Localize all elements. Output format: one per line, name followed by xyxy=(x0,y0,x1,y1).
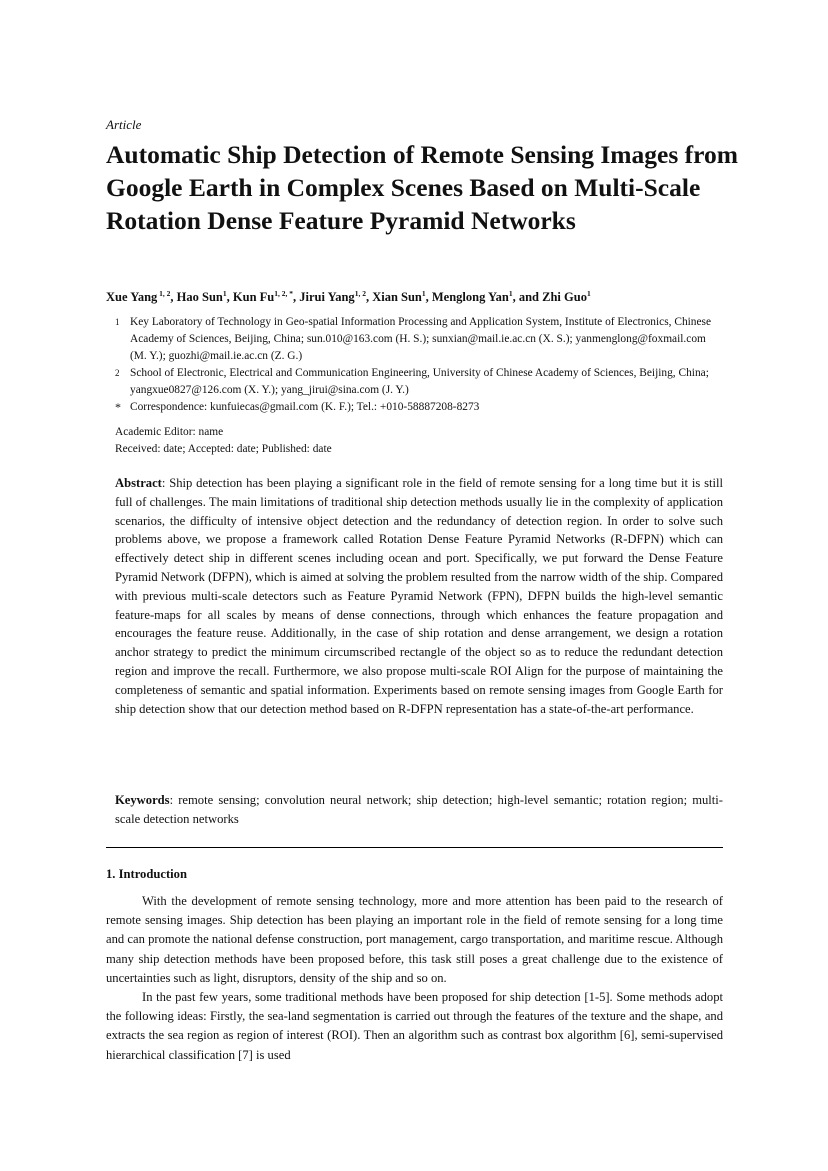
author-name: Kun Fu xyxy=(232,290,275,305)
affiliation-marker: 2 xyxy=(115,368,120,378)
article-type-label: Article xyxy=(106,117,142,132)
author-name: Xue Yang xyxy=(106,290,158,305)
author-name: Jirui Yang xyxy=(299,290,355,305)
correspondence-text: Correspondence: kunfuiecas@gmail.com (K. F.); Tel.: +010-58887208-8273 xyxy=(130,401,480,413)
author-name: Menglong Yan xyxy=(431,290,509,305)
author-separator: , xyxy=(425,290,432,305)
author-separator: , xyxy=(292,290,300,305)
author-separator: , and xyxy=(512,290,543,305)
paper-title: Automatic Ship Detection of Remote Sensing Images from Google Earth in Complex Scenes Based on Multi-Scale Rotation Dense Feature Pyramid Networks xyxy=(106,140,738,235)
affiliation-text: Key Laboratory of Technology in Geo-spatial Information Processing and Application System, Institute of Electronics, Chinese Academy of Sciences, Beijing, China; sun.010@163.com (H. S.); sunxian@mail.ie.ac.cn (X. S.); yanmenglong@foxmail.com (M. Y.); guozhi@mail.ie.ac.cn (Z. G.) xyxy=(130,316,712,362)
affiliation-item xyxy=(115,365,725,399)
author-name: Hao Sun xyxy=(176,290,223,305)
author-separator: , xyxy=(170,290,177,305)
section-body xyxy=(106,892,723,1065)
editor-info xyxy=(115,424,332,458)
author-affiliation-mark: 1 xyxy=(508,289,513,298)
abstract-label: Abstract xyxy=(115,476,162,490)
body-paragraph: In the past few years, some traditional methods have been proposed for ship detection [1-5]. Some methods adopt the following ideas: Firstly, the sea-land segmentation is carried out through the features of the texture and the shape, and extracts the sea region as region of interest (ROI). Then an algorithm such as contrast box algorithm [6], semi-supervised hierarchical classification [7] is used xyxy=(106,990,723,1062)
author-list xyxy=(106,289,591,305)
keywords-label: Keywords xyxy=(115,793,170,807)
affiliation-list xyxy=(115,314,725,416)
affiliation-item xyxy=(115,314,725,365)
publication-dates: Received: date; Accepted: date; Published: date xyxy=(115,443,332,455)
author-separator: , xyxy=(226,290,233,305)
author-affiliation-mark: 1, 2 xyxy=(157,289,171,298)
affiliation-marker: 1 xyxy=(115,317,120,327)
author-affiliation-mark: 1 xyxy=(421,289,426,298)
author-affiliation-mark: 1 xyxy=(222,289,227,298)
author-affiliation-mark: 1, 2 xyxy=(354,289,366,298)
author-name: Zhi Guo xyxy=(542,290,587,305)
author-separator: , xyxy=(365,290,373,305)
author-name: Xian Sun xyxy=(372,290,422,305)
abstract xyxy=(115,474,723,718)
section-divider xyxy=(106,847,723,848)
correspondence-item xyxy=(115,399,725,416)
section-heading: 1. Introduction xyxy=(106,867,187,881)
keywords-text: : remote sensing; convolution neural network; ship detection; high-level semantic; rotation region; multi-scale detection networks xyxy=(115,793,723,826)
keywords xyxy=(115,791,723,829)
body-paragraph: With the development of remote sensing technology, more and more attention has been paid to the research of remote sensing images. Ship detection has been playing an important role in the field of remote sensing for a long time and can promote the national defense construction, port management, cargo transportation, and maritime rescue. Although many ship detection methods have been proposed before, this task still poses a great challenge due to the existence of uncertainties such as light, disruptors, density of the ship and so on. xyxy=(106,894,723,985)
author-affiliation-mark: 1, 2, * xyxy=(274,289,293,298)
author-affiliation-mark: 1 xyxy=(586,289,591,298)
abstract-text: : Ship detection has been playing a significant role in the field of remote sensing for a long time but it is still full of challenges. The main limitations of traditional ship detection methods usually lie in the complexity of application scenarios, the difficulty of intensive object detection and the redundancy of detection region. In order to solve such problems above, we propose a framework called Rotation Dense Feature Pyramid Networks (R-DFPN) which can effectively detect ship in different scenes including ocean and port. Specifically, we put forward the Dense Feature Pyramid Network (DFPN), which is aimed at solving the problem resulted from the narrow width of the ship. Compared with previous multi-scale detectors such as Feature Pyramid Network (FPN), DFPN builds the high-level semantic feature-maps for all scales by means of dense connections, through which enhances the feature propagation and encourages the feature reuse. Additionally, in the case of ship rotation and dense arrangement, we design a rotation anchor strategy to predict the minimum circumscribed rectangle of the object so as to reduce the redundant detection region and improve the recall. Furthermore, we also propose multi-scale ROI Align for the purpose of maintaining the completeness of semantic and spatial information. Experiments based on remote sensing images from Google Earth for ship detection show that our detection method based on R-DFPN representation has a state-of-the-art performance. xyxy=(115,476,723,716)
academic-editor: Academic Editor: name xyxy=(115,426,224,438)
affiliation-text: School of Electronic, Electrical and Communication Engineering, University of Chinese Academy of Sciences, Beijing, China; yangxue0827@126.com (X. Y.); yang_jirui@sina.com (J. Y.) xyxy=(130,367,709,396)
correspondence-marker: * xyxy=(115,400,121,414)
